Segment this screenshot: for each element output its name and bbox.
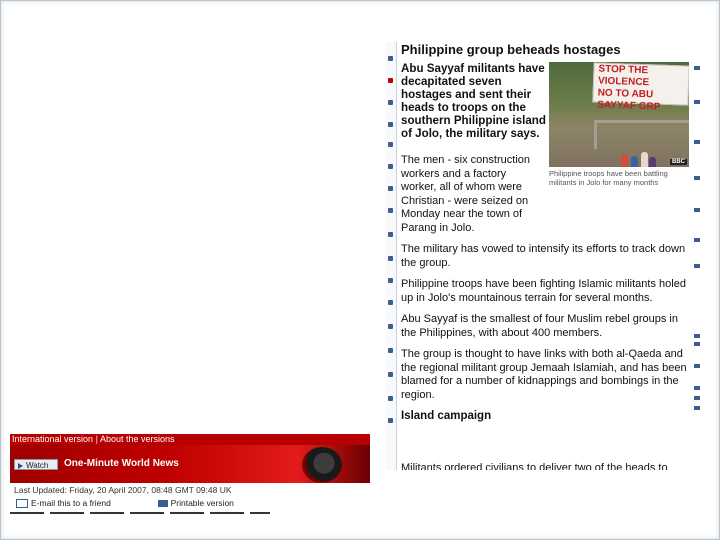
protest-banner [592,62,689,113]
article-paragraph: The group is thought to have links with both al-Qaeda and the regional militant group Jemaah Islamiah, and has been blamed for a number of kidnappings and bombings in the region. [401,348,687,401]
article-paragraph: The men - six construction workers and a factory worker, all of whom were Christian - were seized on Monday near the town of Parang in Jolo. [401,154,530,234]
print-link[interactable]: Printable version [170,498,234,508]
banner-line-2: NO TO ABU SAYYAF GRP [597,87,661,113]
article-headline: Philippine group beheads hostages [401,42,621,57]
email-link[interactable]: E-mail this to a friend [31,498,111,508]
email-icon [16,499,28,508]
globe-icon [302,447,342,483]
banner-line-1: STOP THE VIOLENCE [597,63,650,89]
watch-label: Watch [26,461,49,470]
article-cutoff-text: Militants ordered civilians to deliver two of the heads to [401,462,668,470]
version-separator: | [95,434,98,444]
about-versions-link[interactable]: About the versions [99,434,175,444]
article-body [401,154,693,432]
play-icon [18,463,23,469]
story-tools [10,498,370,508]
article-panel [386,42,704,470]
article-paragraph: The military has vowed to intensify its efforts to track down the group. [401,243,686,269]
watch-button[interactable] [14,459,58,470]
left-nav-strip [386,42,397,470]
version-bar [10,434,370,445]
print-icon [158,500,168,507]
news-banner [10,445,370,483]
photo-caption: Philippine troops have been battling militants in Jolo for many months [549,169,668,187]
right-link-strip [690,42,704,470]
international-version-link[interactable]: International version [12,434,94,444]
photo-logo: BBC [672,159,685,165]
article-subheading: Island campaign [401,410,492,422]
last-updated: Last Updated: Friday, 20 April 2007, 08:48 GMT 09:48 UK [14,485,232,495]
article-paragraph: Abu Sayyaf is the smallest of four Muslim rebel groups in the Philippines, with about 400 members. [401,313,678,339]
article-paragraph: Philippine troops have been fighting Islamic militants holed up in Jolo's mountainous terrain for several months. [401,278,686,304]
shelter-shape [594,120,689,149]
headline-cutoff [10,512,270,514]
article-lead: Abu Sayyaf militants have decapitated seven hostages and sent their heads to troops on the southern Philippine island of Jolo, the military says. [401,62,546,140]
article-photo [549,62,689,167]
bbc-header-snippet [10,434,370,514]
one-minute-news-title[interactable]: One-Minute World News [64,458,179,469]
